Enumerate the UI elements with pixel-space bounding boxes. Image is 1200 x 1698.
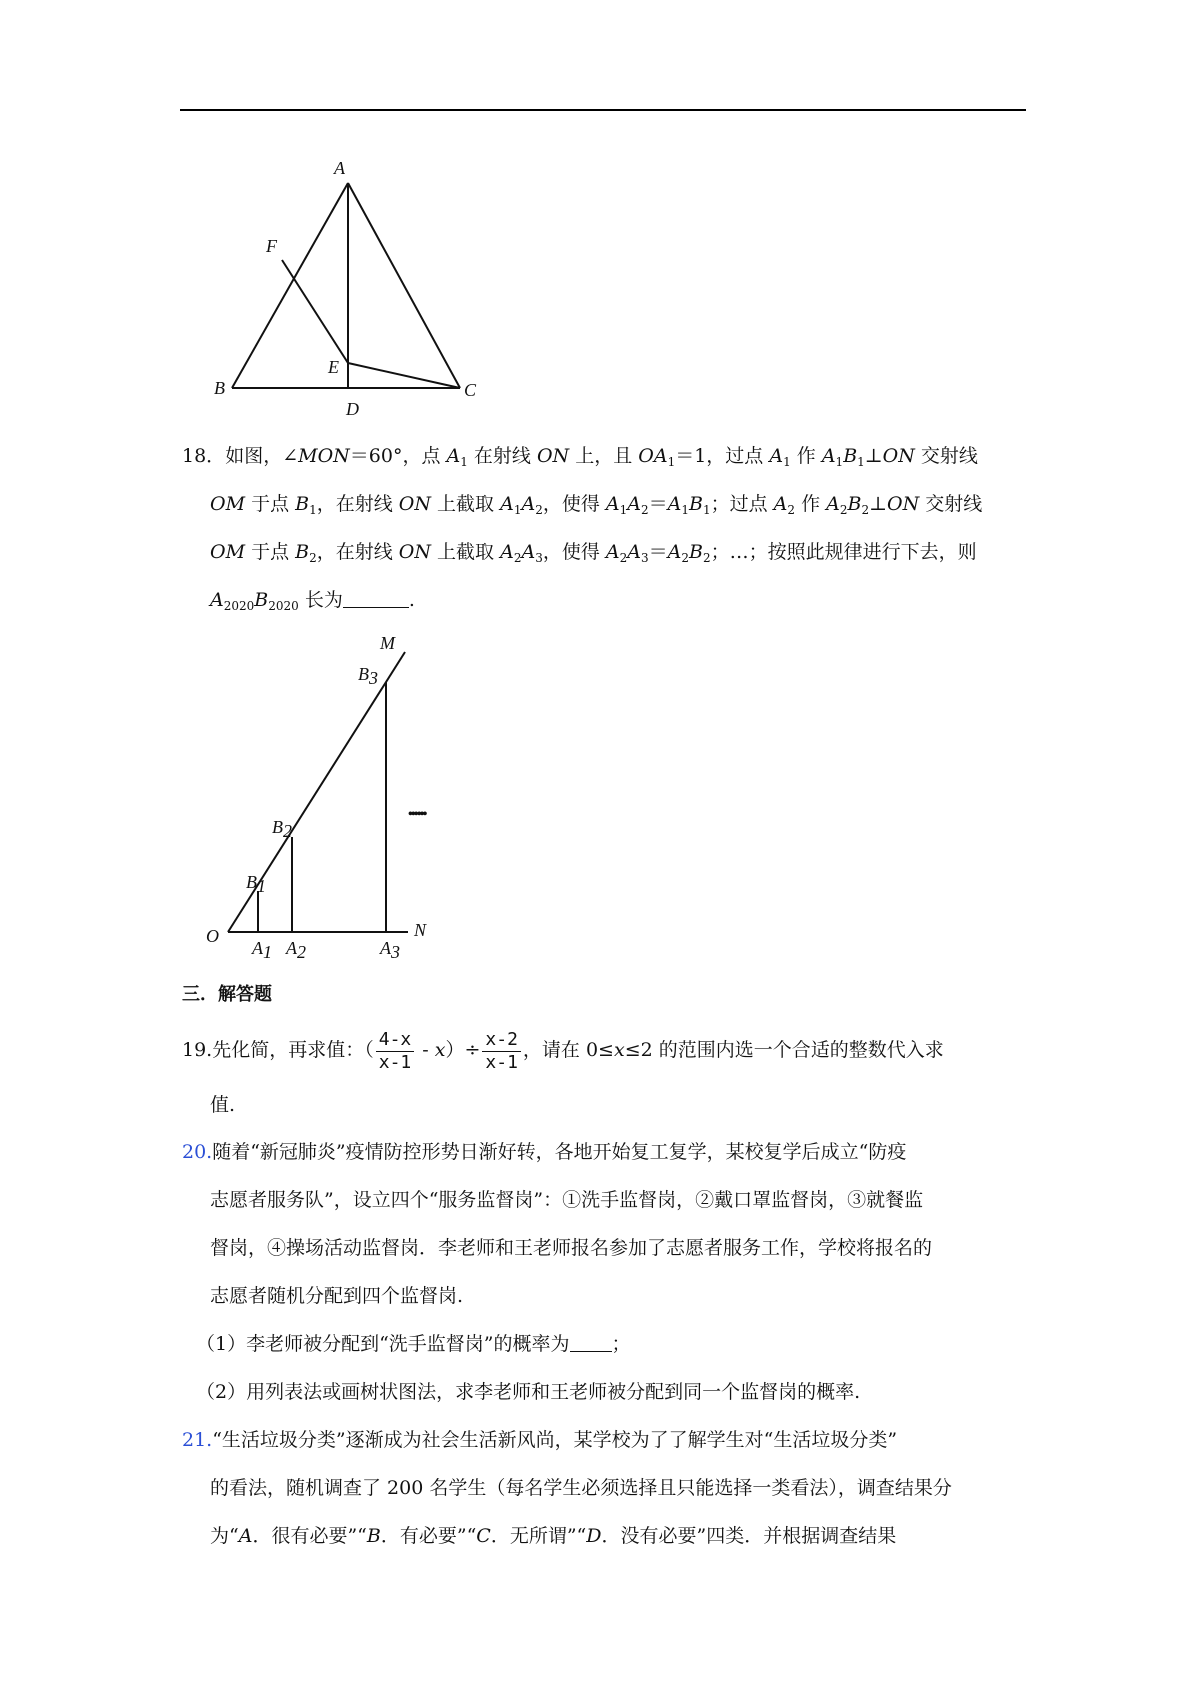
text: A [446, 445, 461, 467]
numerator: x-2 [482, 1029, 521, 1052]
answer-blank[interactable] [343, 589, 409, 608]
text: B [689, 493, 703, 515]
text: ON [882, 445, 915, 467]
text: A [500, 493, 514, 515]
text: ，在射线 [316, 541, 399, 563]
text: 2 [787, 503, 796, 517]
q20-line-2: 志愿者服务队”，设立四个“服务监督岗”：①洗手监督岗，②戴口罩监督岗，③就餐监 [210, 1189, 924, 1211]
section-title: 三．解答题 [182, 984, 272, 1005]
text: 随着“新冠肺炎”疫情防控形势日渐好转，各地开始复工复学，某校复学后成立“防疫 [212, 1141, 907, 1163]
denominator: x-1 [378, 1051, 412, 1073]
text: ＝1，过点 [675, 445, 770, 467]
label-b3: B3 [358, 664, 378, 688]
text: D [586, 1525, 602, 1547]
label-e: E [328, 357, 339, 377]
text: ；…；按照此规律进行下去，则 [710, 541, 977, 563]
text: 1 [513, 503, 522, 517]
text: ．没有必要”四类．并根据调查结果 [601, 1525, 897, 1547]
text: ON [887, 493, 920, 515]
text: 3 [640, 551, 649, 565]
text: B [254, 589, 269, 611]
text: 1 [681, 503, 690, 517]
text: 3 [535, 551, 543, 565]
text: 1 [667, 455, 676, 469]
label-f: F [266, 236, 277, 256]
q20-line-3: 督岗，④操场活动监督岗．李老师和王老师报名参加了志愿者服务工作，学校将报名的 [210, 1237, 933, 1259]
text: ＝60°，点 [349, 445, 447, 467]
text: x [434, 1039, 446, 1061]
text: 2 [640, 503, 649, 517]
text: 交射线 [919, 493, 983, 515]
text: A [605, 493, 620, 515]
text: 1 [835, 455, 844, 469]
text: A [500, 541, 514, 563]
answer-blank[interactable] [570, 1333, 612, 1352]
q18-number: 18． [182, 445, 226, 467]
text: 1 [460, 455, 468, 469]
text: OM [210, 541, 246, 563]
text: 为“ [210, 1525, 239, 1547]
text: 1 [619, 503, 628, 517]
text: A [521, 493, 536, 515]
text: A [667, 493, 682, 515]
text: “生活垃圾分类”逐渐成为社会生活新风尚，某学校为了了解学生对“生活垃圾分类” [212, 1429, 898, 1451]
q20-line-1 [182, 1137, 1030, 1167]
text: 作 [795, 493, 827, 515]
text: ．无所谓”“ [490, 1525, 587, 1547]
text: 2 [619, 551, 628, 565]
label-a1: A1 [252, 938, 272, 960]
q19-line-1 [182, 1025, 1030, 1075]
numerator: 4-x [376, 1029, 415, 1052]
text: OA [638, 445, 668, 467]
text: 1 [857, 455, 865, 469]
text: C [476, 1525, 491, 1547]
text: A [773, 493, 788, 515]
q21-number: 21. [182, 1429, 213, 1451]
label-m: M [380, 633, 395, 653]
q18-line-2 [210, 489, 1030, 519]
text: ，在射线 [316, 493, 399, 515]
label-b1: B1 [246, 872, 266, 896]
text: . [408, 589, 415, 611]
text: 上截取 [430, 541, 501, 563]
text: 长为 [298, 589, 343, 611]
triangle-figure [200, 150, 500, 420]
fraction-2 [482, 1029, 521, 1074]
text: ，请在 0≤ [522, 1039, 614, 1061]
text: ≤2 的范围内选一个合适的整数代入求 [624, 1039, 944, 1061]
label-a: A [334, 158, 345, 178]
text: 1 [702, 503, 711, 517]
label-o: O [206, 926, 219, 946]
text: ON [398, 541, 431, 563]
text: 上截取 [430, 493, 501, 515]
q21-line-1 [182, 1425, 1030, 1455]
text: 1 [783, 455, 791, 469]
text: B [843, 445, 858, 467]
label-b2: B2 [272, 817, 292, 841]
q21-line-2: 的看法，随机调查了 200 名学生（每名学生必须选择且只能选择一类看法），调查结果分 [210, 1477, 952, 1499]
text: OM [210, 493, 246, 515]
text: 于点 [245, 541, 296, 563]
q20-line-4: 志愿者随机分配到四个监督岗. [210, 1285, 464, 1307]
text: 上，且 [569, 445, 639, 467]
text: MON [298, 445, 350, 467]
q18-line-4 [210, 585, 1030, 615]
text: ．有必要”“ [380, 1525, 477, 1547]
text: ）÷ [445, 1039, 481, 1061]
text: ⊥ [864, 445, 883, 467]
text: 在射线 [467, 445, 537, 467]
text: 如图，∠ [225, 445, 299, 467]
fraction-1 [376, 1029, 415, 1074]
text: ＝ [648, 493, 668, 515]
text: x [613, 1039, 625, 1061]
q21-line-3 [210, 1521, 1030, 1551]
text: ，使得 [542, 493, 606, 515]
text: 2 [681, 551, 690, 565]
q20-number: 20. [182, 1141, 213, 1163]
text: A [627, 493, 641, 515]
label-a3: A3 [380, 938, 400, 960]
text: B [295, 541, 310, 563]
text: A [826, 493, 840, 515]
text: A [521, 541, 536, 563]
text: ⊥ [869, 493, 887, 515]
text: A [238, 1525, 253, 1547]
text: ；过点 [710, 493, 774, 515]
q20-sub-2: （2）用列表法或画树状图法，求李老师和王老师被分配到同一个监督岗的概率. [196, 1381, 861, 1403]
text: A [605, 541, 620, 563]
text: B [847, 493, 862, 515]
text: ； [611, 1333, 631, 1355]
text: 于点 [245, 493, 296, 515]
q20-sub-1 [196, 1329, 1030, 1359]
continuation-dots: •••••• [408, 807, 426, 822]
text: 1 [309, 503, 317, 517]
text: 2 [702, 551, 711, 565]
text: B [689, 541, 703, 563]
header-rule [180, 109, 1026, 111]
text: 2020 [268, 599, 299, 613]
text: A [667, 541, 682, 563]
text: ，使得 [542, 541, 606, 563]
text: 2 [839, 503, 848, 517]
text: B [295, 493, 310, 515]
text: A [821, 445, 836, 467]
text: 先化简，再求值：（ [212, 1039, 374, 1061]
text: 2 [513, 551, 522, 565]
text: 2 [861, 503, 870, 517]
label-d: D [346, 399, 359, 419]
text: 2 [535, 503, 543, 517]
text: A [210, 589, 224, 611]
text: （1）李老师被分配到“洗手监督岗”的概率为 [196, 1333, 570, 1355]
q18-line-3 [210, 537, 1030, 567]
label-a2: A2 [286, 938, 306, 960]
label-c: C [464, 380, 477, 400]
text: 交射线 [914, 445, 978, 467]
text: A [627, 541, 641, 563]
denominator: x-1 [485, 1051, 518, 1073]
text: - [416, 1039, 435, 1061]
text: ＝ [648, 541, 668, 563]
q18-line-1 [182, 441, 1030, 471]
text: 2020 [223, 599, 255, 613]
label-n: N [414, 920, 427, 940]
text: A [769, 445, 784, 467]
text: ON [398, 493, 431, 515]
text: 2 [309, 551, 317, 565]
ray-figure [200, 630, 460, 960]
text: ON [536, 445, 570, 467]
q19-number: 19. [182, 1039, 213, 1061]
label-b: B [214, 378, 225, 398]
text: B [366, 1525, 381, 1547]
q19-line-2: 值. [210, 1094, 236, 1116]
text: ．很有必要”“ [252, 1525, 367, 1547]
text: 作 [790, 445, 822, 467]
